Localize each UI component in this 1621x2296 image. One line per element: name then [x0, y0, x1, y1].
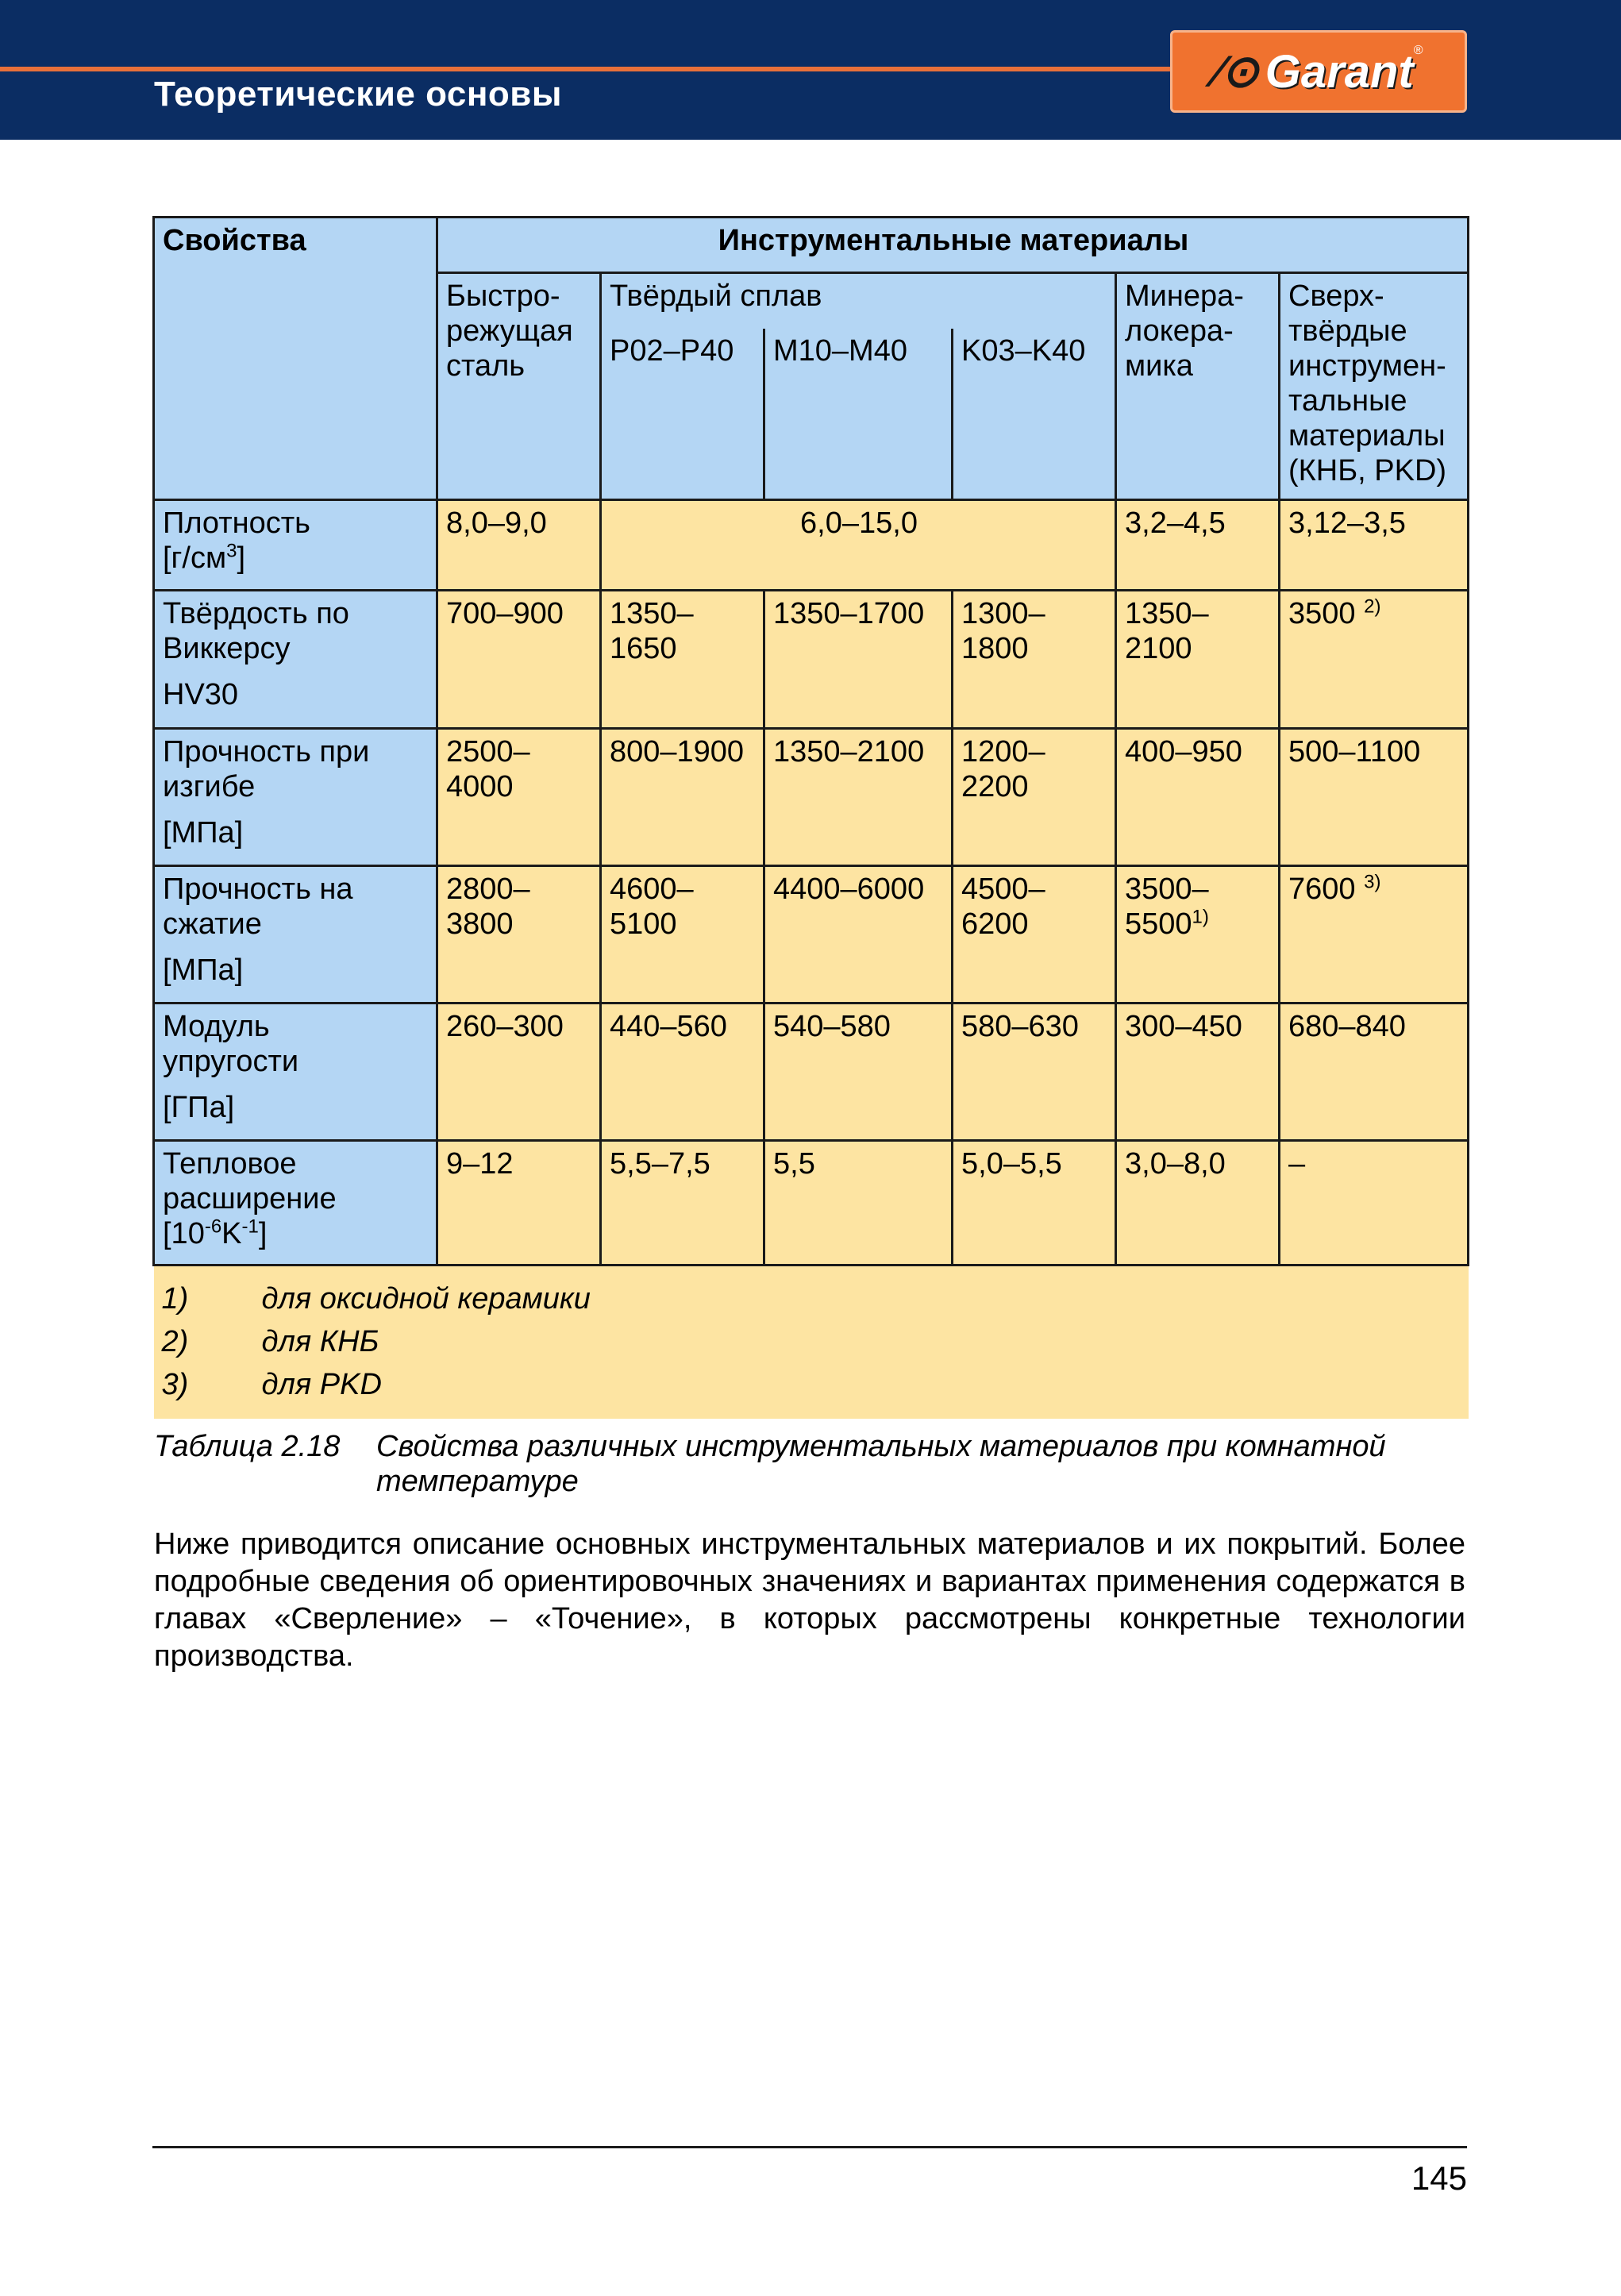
section-title: Теоретические основы	[154, 75, 562, 114]
table-row	[154, 1141, 1469, 1265]
compression-hss: 2800– 3800	[437, 866, 601, 1004]
row-label-expansion	[154, 1141, 437, 1265]
footnotes-cell	[154, 1265, 1469, 1420]
header-tool-materials: Инструментальные материалы	[437, 218, 1469, 273]
body-paragraph: Ниже приводится описание основных инструментальных материалов и их покрытий. Более подробные сведения об ориентировочных значениях и вариантах применения содержатся в главах «Сверление» – «Точение», в которых рассмотрены конкретные технологии производства.	[154, 1527, 1465, 1673]
expansion-ceramic: 3,0–8,0	[1116, 1141, 1280, 1265]
hardness-superhard-cell	[1280, 591, 1469, 729]
header-p-grade: P02–P40	[601, 329, 764, 500]
row-label-compression	[154, 866, 437, 1004]
compression-k: 4500– 6200	[953, 866, 1116, 1004]
row-label-modulus	[154, 1004, 437, 1141]
expansion-k: 5,0–5,5	[953, 1141, 1116, 1265]
compression-p: 4600– 5100	[601, 866, 764, 1004]
modulus-ceramic: 300–450	[1116, 1004, 1280, 1141]
bending-ceramic: 400–950	[1116, 729, 1280, 866]
header-accent-line	[0, 67, 1173, 71]
page-number: 145	[1411, 2159, 1467, 2197]
expansion-unit-b: K	[221, 1217, 242, 1250]
header-m-grade: M10–M40	[764, 329, 953, 500]
modulus-p: 440–560	[601, 1004, 764, 1141]
compression-superhard: 7600	[1288, 873, 1356, 906]
density-label: Плотность	[163, 507, 310, 540]
footnote-number: 1)	[161, 1282, 189, 1316]
footnote-ref: 2)	[1364, 595, 1381, 618]
bending-superhard: 500–1100	[1280, 729, 1469, 866]
header-ceramic: Минера- локера- мика	[1116, 273, 1280, 500]
table-caption	[154, 1429, 1469, 1499]
logo-text: Garant	[1265, 45, 1414, 98]
page-header	[0, 0, 1621, 140]
compression-ceramic-a: 3500–	[1125, 873, 1209, 906]
footnote-ref: 3)	[1364, 871, 1381, 893]
table-row	[154, 1004, 1469, 1141]
expansion-hss: 9–12	[437, 1141, 601, 1265]
compression-ceramic-b: 5500	[1125, 907, 1192, 941]
bending-unit: [МПа]	[163, 816, 244, 849]
compression-superhard-cell	[1280, 866, 1469, 1004]
expansion-unit-a: [10	[163, 1217, 205, 1250]
density-carbide: 6,0–15,0	[601, 500, 1116, 591]
header-superhard: Сверх- твёрдые инструмен- тальные материалы (КНБ, PKD)	[1280, 273, 1469, 500]
footnote-number: 2)	[161, 1325, 189, 1358]
footnote-3	[154, 1363, 1462, 1406]
footnote-ref: 1)	[1192, 906, 1209, 928]
density-hss: 8,0–9,0	[437, 500, 601, 591]
bending-k: 1200– 2200	[953, 729, 1116, 866]
table-row	[154, 591, 1469, 729]
bending-p: 800–1900	[601, 729, 764, 866]
table-row	[154, 866, 1469, 1004]
hardness-unit: HV30	[163, 678, 239, 711]
bending-m: 1350–2100	[764, 729, 953, 866]
hardness-ceramic: 1350– 2100	[1116, 591, 1280, 729]
footnote-text: для оксидной керамики	[261, 1282, 591, 1316]
modulus-superhard: 680–840	[1280, 1004, 1469, 1141]
compression-unit: [МПа]	[163, 953, 244, 987]
bending-label: Прочность при изгибе	[163, 735, 370, 803]
footer-rule	[152, 2146, 1467, 2148]
modulus-k: 580–630	[953, 1004, 1116, 1141]
density-unit-pre: [г/см	[163, 541, 227, 575]
registered-mark: ®	[1413, 44, 1423, 57]
row-label-hardness	[154, 591, 437, 729]
footnote-1	[154, 1277, 1462, 1320]
caption-label: Таблица 2.18	[154, 1430, 341, 1463]
table-row	[154, 729, 1469, 866]
expansion-superhard: –	[1280, 1141, 1469, 1265]
compression-label: Прочность на сжатие	[163, 873, 353, 941]
hardness-m: 1350–1700	[764, 591, 953, 729]
header-k-grade: K03–K40	[953, 329, 1116, 500]
caption-text: Свойства различных инструментальных материалов при комнатной температуре	[376, 1430, 1386, 1498]
density-ceramic: 3,2–4,5	[1116, 500, 1280, 591]
density-unit-post: ]	[237, 541, 246, 575]
properties-table	[152, 216, 1469, 1419]
hardness-label: Твёрдость по Виккерсу	[163, 597, 349, 665]
expansion-unit-sup2: -1	[241, 1215, 259, 1238]
header-carbide: Твёрдый сплав	[601, 273, 1116, 329]
hardness-superhard: 3500	[1288, 597, 1356, 630]
density-superhard: 3,12–3,5	[1280, 500, 1469, 591]
bending-hss: 2500– 4000	[437, 729, 601, 866]
row-label-bending	[154, 729, 437, 866]
expansion-unit-sup1: -6	[204, 1215, 222, 1238]
expansion-label: Тепловое расширение	[163, 1147, 337, 1215]
footnote-2	[154, 1320, 1462, 1363]
modulus-hss: 260–300	[437, 1004, 601, 1141]
hardness-k: 1300– 1800	[953, 591, 1116, 729]
table-row	[154, 500, 1469, 591]
garant-logo	[1170, 30, 1467, 113]
hardness-p: 1350– 1650	[601, 591, 764, 729]
modulus-label: Модуль упругости	[163, 1010, 299, 1078]
expansion-unit-c: ]	[258, 1217, 268, 1250]
header-properties: Свойства	[154, 218, 437, 500]
footnote-number: 3)	[161, 1368, 189, 1401]
expansion-p: 5,5–7,5	[601, 1141, 764, 1265]
footnotes-row	[154, 1265, 1469, 1420]
modulus-unit: [ГПа]	[163, 1091, 235, 1124]
expansion-m: 5,5	[764, 1141, 953, 1265]
row-label-density	[154, 500, 437, 591]
hardness-hss: 700–900	[437, 591, 601, 729]
density-unit-sup: 3	[226, 540, 237, 562]
modulus-m: 540–580	[764, 1004, 953, 1141]
logo-mark-icon: ∕⊙	[1214, 46, 1259, 96]
compression-m: 4400–6000	[764, 866, 953, 1004]
header-hss: Быстро- режущая сталь	[437, 273, 601, 500]
footnote-text: для КНБ	[261, 1325, 379, 1358]
compression-ceramic-cell	[1116, 866, 1280, 1004]
footnote-text: для PKD	[261, 1368, 382, 1401]
